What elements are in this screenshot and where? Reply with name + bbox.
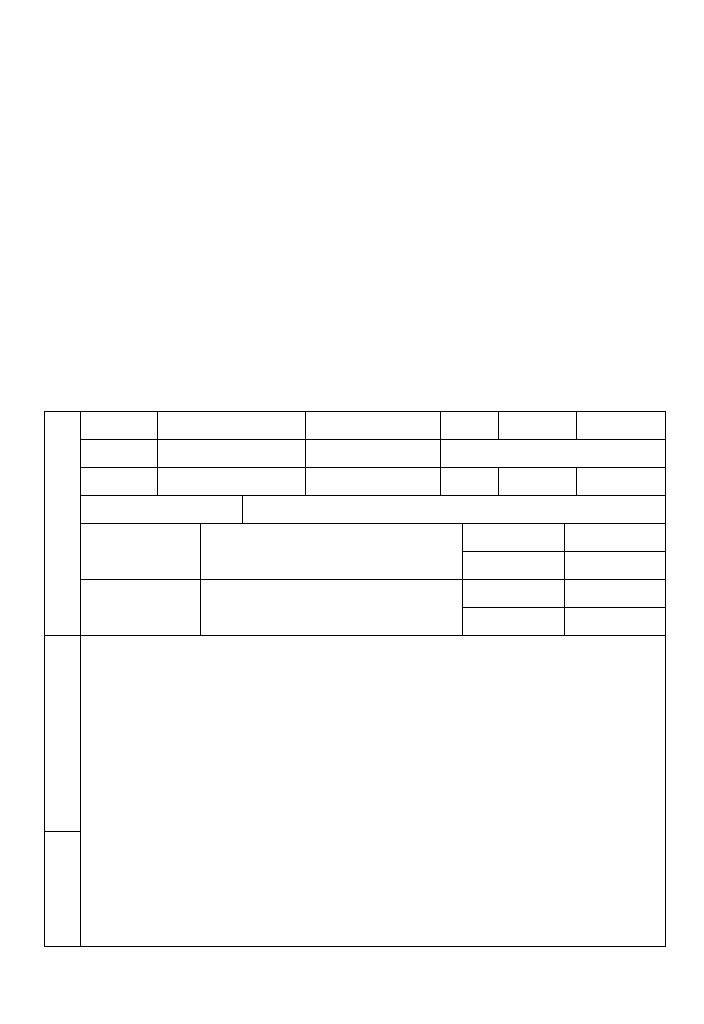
applicant-enroll-field[interactable] (577, 468, 665, 496)
application-form (44, 411, 666, 947)
label-home-phone (463, 608, 565, 636)
address-field[interactable] (201, 524, 463, 580)
section-label-others (45, 636, 81, 832)
applicant-name-field[interactable] (158, 412, 306, 440)
applicant-birth-field[interactable] (577, 412, 665, 440)
home-phone-field[interactable] (565, 608, 665, 636)
label-address (81, 524, 201, 580)
postcode-field[interactable] (565, 524, 665, 552)
label-permanent-address (81, 580, 201, 636)
label-department (306, 440, 441, 468)
label-work-name (81, 496, 243, 524)
applicant-system-field[interactable] (441, 468, 499, 496)
label-mobile (463, 552, 565, 580)
applicant-department-field[interactable] (441, 440, 665, 468)
label-name (81, 412, 158, 440)
label-postcode (463, 524, 565, 552)
section-label-applicant (45, 412, 81, 636)
applicant-education-field[interactable] (158, 468, 306, 496)
section-label-advisor (45, 832, 81, 946)
postcode-2-field[interactable] (565, 580, 665, 608)
mobile-field[interactable] (565, 552, 665, 580)
label-education (81, 468, 158, 496)
work-name-field[interactable] (243, 496, 665, 524)
label-school (81, 440, 158, 468)
applicant-gender-field[interactable] (441, 412, 499, 440)
permanent-address-field[interactable] (201, 580, 463, 636)
label-birth (499, 412, 577, 440)
label-enroll (499, 468, 577, 496)
label-postcode-2 (463, 580, 565, 608)
label-gender (306, 412, 441, 440)
label-system (306, 468, 441, 496)
applicant-school-field[interactable] (158, 440, 306, 468)
